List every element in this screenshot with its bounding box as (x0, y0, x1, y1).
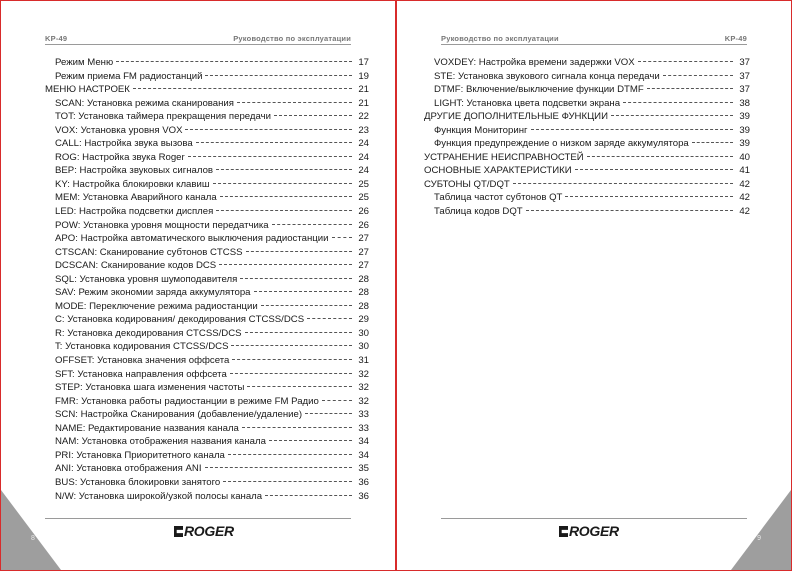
toc-leader (231, 344, 352, 346)
toc-entry-label: СУБТОНЫ QT/DQT (424, 178, 510, 190)
toc-entry-label: CTSCAN: Сканирование субтонов CTCSS (55, 246, 243, 258)
roger-logo (174, 523, 234, 539)
toc-entry-page: 30 (358, 327, 369, 339)
toc-leader (575, 168, 733, 170)
toc-leader (223, 480, 352, 482)
toc-leader (269, 439, 352, 441)
toc-entry-page: 28 (358, 300, 369, 312)
toc-entry[interactable] (45, 97, 369, 111)
toc-leader (188, 155, 352, 157)
toc-entry-page: 21 (358, 97, 369, 109)
toc-entry-label: APO: Настройка автоматического выключения радиостанции (55, 233, 329, 245)
toc-entry[interactable] (424, 191, 750, 205)
toc-entry-label: R: Установка декодирования CTCSS/DCS (55, 327, 242, 339)
toc-entry-label: FMR: Установка работы радиостанции в режиме FM Радио (55, 395, 319, 407)
toc-entry[interactable] (45, 219, 369, 233)
toc-entry-label: Режим Меню (55, 57, 114, 68)
toc-entry-page: 35 (358, 463, 369, 475)
toc-leader (526, 209, 733, 211)
toc-leader (245, 331, 352, 333)
toc-entry-label: LIGHT: Установка цвета подсветки экрана (434, 97, 621, 109)
page-number: 9 (757, 535, 761, 542)
toc-entry[interactable] (45, 368, 369, 382)
toc-section-heading[interactable] (424, 178, 750, 192)
toc-entry-label: STE: Установка звукового сигнала конца передачи (434, 70, 660, 82)
toc-entry[interactable] (45, 151, 369, 165)
toc-leader (587, 155, 733, 157)
toc-leader (237, 101, 352, 103)
toc-entry-label: CALL: Настройка звука вызова (55, 138, 193, 150)
toc-entry-page: 32 (358, 368, 369, 380)
toc-entry-page: 22 (358, 111, 369, 123)
toc-leader (513, 182, 733, 184)
page-number: 8 (31, 535, 35, 542)
toc-entry-label: МЕНЮ НАСТРОЕК (45, 84, 130, 96)
toc-entry[interactable] (45, 137, 369, 151)
toc-leader (254, 290, 352, 292)
toc-leader (307, 317, 352, 319)
toc-leader (133, 87, 352, 89)
footer-rule (45, 518, 351, 519)
toc-entry[interactable] (45, 259, 369, 273)
toc-leader (220, 195, 352, 197)
toc-leader (247, 385, 352, 387)
toc-entry-page: 26 (358, 206, 369, 218)
toc-leader (216, 209, 352, 211)
toc-entry-label: Таблица кодов DQT (434, 206, 523, 218)
toc-entry-label: POW: Установка уровня мощности передатчика (55, 219, 269, 231)
toc-entry-label: ДРУГИЕ ДОПОЛНИТЕЛЬНЫЕ ФУНКЦИИ (424, 111, 608, 123)
toc-entry-label: DTMF: Включение/выключение функции DTMF (434, 84, 644, 96)
toc-entry-page: 24 (358, 151, 369, 163)
toc-entry-page: 17 (358, 57, 369, 68)
toc-entry[interactable] (45, 327, 369, 341)
toc-entry[interactable] (45, 462, 369, 476)
toc-entry[interactable] (45, 449, 369, 463)
toc-leader (116, 60, 352, 62)
toc-leader (240, 277, 352, 279)
header-title: Руководство по эксплуатации (233, 34, 351, 43)
logo-mark-icon (559, 526, 568, 537)
toc-entry-page: 30 (358, 341, 369, 353)
toc-entry-page: 37 (739, 57, 750, 68)
header-model: KP-49 (724, 34, 747, 43)
toc-entry-label: SFT: Установка направления оффсета (55, 368, 227, 380)
toc-entry[interactable] (424, 137, 750, 151)
toc-entry-label: MEM: Установка Аварийного канала (55, 192, 217, 204)
table-of-contents (45, 56, 369, 503)
header-model: KP-49 (45, 34, 68, 43)
logo-text: ROGER (184, 523, 234, 539)
page-corner (731, 490, 791, 570)
toc-leader (205, 74, 352, 76)
toc-entry-page: 27 (358, 233, 369, 245)
toc-entry-page: 37 (739, 84, 750, 96)
toc-entry-page: 32 (358, 395, 369, 407)
toc-leader (228, 453, 352, 455)
toc-entry-label: ОСНОВНЫЕ ХАРАКТЕРИСТИКИ (424, 165, 572, 177)
toc-entry-page: 42 (739, 206, 750, 218)
toc-entry-page: 19 (358, 70, 369, 82)
toc-leader (305, 412, 352, 414)
toc-entry[interactable] (45, 300, 369, 314)
toc-leader (638, 60, 733, 62)
toc-entry-page: 41 (739, 165, 750, 177)
toc-entry[interactable] (45, 273, 369, 287)
toc-entry-page: 39 (739, 111, 750, 123)
toc-entry[interactable] (45, 205, 369, 219)
toc-entry-label: C: Установка кодирования/ декодирования CTCSS/DCS (55, 314, 305, 326)
toc-entry-page: 28 (358, 287, 369, 299)
toc-entry-page: 24 (358, 165, 369, 177)
toc-entry-page: 39 (739, 124, 750, 136)
toc-leader (213, 182, 352, 184)
roger-logo (559, 523, 619, 539)
toc-leader (663, 74, 733, 76)
toc-entry-page: 39 (739, 138, 750, 150)
toc-entry-page: 37 (739, 70, 750, 82)
toc-entry-label: TOT: Установка таймера прекращения передачи (55, 111, 271, 123)
toc-entry[interactable] (45, 124, 369, 138)
logo-mark-icon (174, 526, 183, 537)
toc-entry-page: 36 (358, 476, 369, 488)
toc-leader (216, 168, 352, 170)
toc-entry-page: 31 (358, 355, 369, 367)
toc-entry-page: 42 (739, 192, 750, 204)
toc-section-heading[interactable] (424, 110, 750, 124)
toc-entry-label: Функция предупреждение о низком заряде аккумулятора (434, 138, 689, 150)
toc-leader (272, 223, 352, 225)
toc-entry[interactable] (45, 313, 369, 327)
toc-entry[interactable] (424, 97, 750, 111)
toc-entry-page: 24 (358, 138, 369, 150)
toc-entry-page: 34 (358, 449, 369, 461)
toc-leader (219, 263, 352, 265)
toc-entry-page: 36 (358, 490, 369, 502)
toc-section-heading[interactable] (424, 164, 750, 178)
toc-entry-label: BUS: Установка блокировки занятого (55, 476, 221, 488)
toc-leader (232, 358, 352, 360)
logo-text: ROGER (569, 523, 619, 539)
toc-entry[interactable] (45, 70, 369, 84)
toc-leader (261, 304, 352, 306)
toc-entry-label: Функция Мониторинг (434, 124, 528, 136)
toc-entry-label: ROG: Настройка звука Roger (55, 151, 185, 163)
toc-entry-page: 40 (739, 151, 750, 163)
toc-entry[interactable] (45, 246, 369, 260)
toc-entry[interactable] (424, 205, 750, 219)
toc-entry-label: NAM: Установка отображения названия канала (55, 436, 266, 448)
left-page (0, 0, 396, 571)
toc-leader (230, 372, 352, 374)
toc-entry-label: OFFSET: Установка значения оффсета (55, 355, 230, 367)
right-page (396, 0, 792, 571)
table-of-contents (424, 56, 750, 219)
toc-entry[interactable] (45, 435, 369, 449)
toc-entry[interactable] (45, 490, 369, 504)
toc-entry-label: DCSCAN: Сканирование кодов DCS (55, 260, 217, 272)
toc-entry[interactable] (45, 164, 369, 178)
toc-leader (647, 87, 733, 89)
toc-entry-label: SAV: Режим экономии заряда аккумулятора (55, 287, 251, 299)
toc-entry-label: N/W: Установка широкой/узкой полосы канала (55, 490, 263, 502)
toc-entry-label: NAME: Редактирование названия канала (55, 422, 239, 434)
toc-entry-label: BEP: Настройка звуковых сигналов (55, 165, 214, 177)
toc-leader (322, 399, 352, 401)
toc-entry-label: PRI: Установка Приоритетного канала (55, 449, 225, 461)
toc-entry[interactable] (45, 232, 369, 246)
toc-entry[interactable] (424, 83, 750, 97)
toc-entry-page: 32 (358, 382, 369, 394)
toc-entry-label: SQL: Установка уровня шумоподавителя (55, 273, 238, 285)
toc-leader (611, 114, 733, 116)
toc-entry-label: УСТРАНЕНИЕ НЕИСПРАВНОСТЕЙ (424, 151, 584, 163)
running-header (45, 34, 351, 44)
toc-entry-label: Таблица частот субтонов QT (434, 192, 563, 204)
toc-entry[interactable] (45, 422, 369, 436)
toc-entry-label: Режим приема FM радиостанций (55, 70, 203, 82)
toc-leader (205, 466, 352, 468)
toc-entry[interactable] (45, 191, 369, 205)
toc-entry-page: 42 (739, 178, 750, 190)
toc-entry-label: LED: Настройка подсветки дисплея (55, 206, 214, 218)
toc-leader (692, 141, 733, 143)
toc-entry[interactable] (45, 476, 369, 490)
toc-entry[interactable] (424, 124, 750, 138)
toc-entry-label: SCN: Настройка Сканирования (добавление/удаление) (55, 409, 303, 421)
toc-entry-page: 27 (358, 246, 369, 258)
header-rule (441, 44, 747, 45)
toc-entry-label: KY: Настройка блокировки клавиш (55, 178, 210, 190)
toc-entry-page: 27 (358, 260, 369, 272)
toc-leader (623, 101, 733, 103)
toc-entry-page: 33 (358, 422, 369, 434)
toc-leader (242, 426, 352, 428)
toc-leader (274, 114, 352, 116)
toc-entry[interactable] (45, 110, 369, 124)
toc-entry-page: 26 (358, 219, 369, 231)
running-header (441, 34, 747, 44)
toc-entry-page: 25 (358, 192, 369, 204)
toc-entry-label: MODE: Переключение режима радиостанции (55, 300, 258, 312)
toc-entry-page: 29 (358, 314, 369, 326)
toc-entry-label: VOXDEY: Настройка времени задержки VOX (434, 57, 635, 68)
toc-entry[interactable] (45, 395, 369, 409)
toc-leader (185, 128, 352, 130)
toc-entry[interactable] (424, 56, 750, 70)
toc-entry-page: 34 (358, 436, 369, 448)
toc-entry-page: 21 (358, 84, 369, 96)
toc-entry[interactable] (45, 56, 369, 70)
toc-leader (565, 195, 733, 197)
toc-entry-page: 28 (358, 273, 369, 285)
toc-leader (246, 250, 353, 252)
toc-entry-label: STEP: Установка шага изменения частоты (55, 382, 245, 394)
toc-entry-page: 23 (358, 124, 369, 136)
toc-entry[interactable] (45, 381, 369, 395)
toc-entry-label: VOX: Установка уровня VOX (55, 124, 183, 136)
toc-section-heading[interactable] (424, 151, 750, 165)
toc-entry-page: 25 (358, 178, 369, 190)
toc-leader (265, 494, 352, 496)
toc-leader (332, 236, 353, 238)
toc-entry-page: 33 (358, 409, 369, 421)
toc-leader (531, 128, 733, 130)
header-rule (45, 44, 351, 45)
toc-entry-label: T: Установка кодирования CTCSS/DCS (55, 341, 229, 353)
toc-leader (196, 141, 352, 143)
toc-section-heading[interactable] (45, 83, 369, 97)
toc-entry[interactable] (45, 408, 369, 422)
toc-entry-label: ANI: Установка отображения ANI (55, 463, 202, 475)
toc-entry[interactable] (424, 70, 750, 84)
toc-entry-page: 38 (739, 97, 750, 109)
toc-entry[interactable] (45, 286, 369, 300)
footer-rule (441, 518, 747, 519)
toc-entry[interactable] (45, 178, 369, 192)
header-title: Руководство по эксплуатации (441, 34, 559, 43)
toc-entry-label: SCAN: Установка режима сканирования (55, 97, 234, 109)
toc-entry[interactable] (45, 340, 369, 354)
toc-entry[interactable] (45, 354, 369, 368)
